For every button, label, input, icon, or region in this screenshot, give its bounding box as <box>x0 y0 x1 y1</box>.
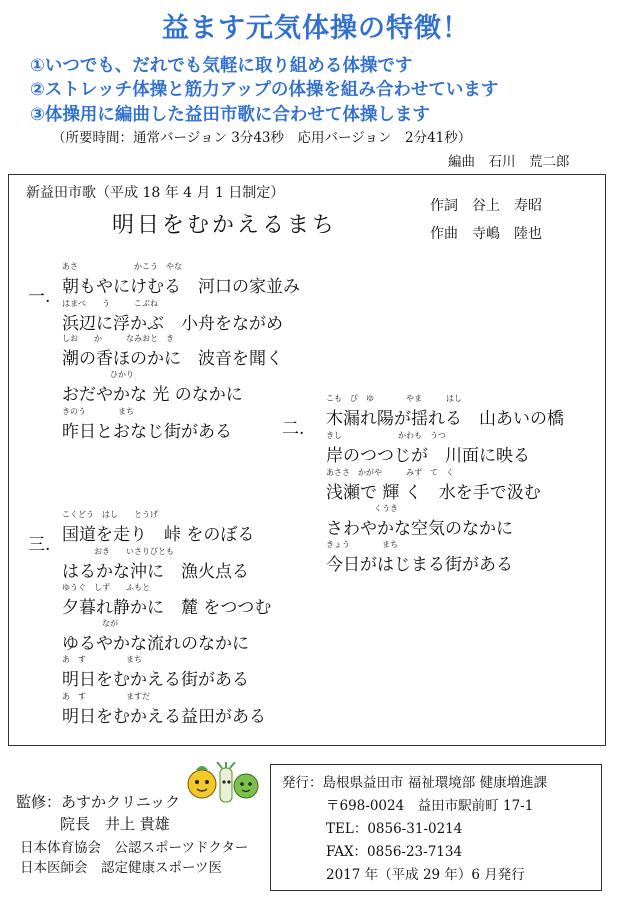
verse-1-number: 一. <box>28 287 51 307</box>
verse-3-number: 三. <box>28 535 51 555</box>
association-1: 日本体育協会 公認スポーツドクター <box>20 840 249 856</box>
director: 院長 井上 貴雄 <box>60 815 170 833</box>
fax-number: FAX：0856-23-7134 <box>326 844 463 860</box>
verse-1-line: はまべ う こぶね 浜辺に浮かぶ 小舟をながめ <box>62 299 283 334</box>
verse-2-line: あささ かがや みず て く 浅瀬で 輝 く 水を手で汲む <box>326 468 541 503</box>
verse-2-line: くうき さわやかな空気のなかに <box>326 504 513 539</box>
verse-1-line: ひかり おだやかな 光 のなかに <box>62 370 243 405</box>
verse-2-line: きし かわも うつ 岸のつつじが 川面に映る <box>326 431 530 466</box>
verse-1-line: きのう まち 昨日とおなじ街がある <box>62 407 232 442</box>
verse-2-line: こも び ゆ やま はし 木漏れ陽が揺れる 山あいの橋 <box>326 394 564 429</box>
feature-2: ②ストレッチ体操と筋力アップの体操を組み合わせています <box>30 80 499 100</box>
publisher: 発行：島根県益田市 福祉環境部 健康増進課 <box>282 775 548 791</box>
composer-credit: 作曲 寺嶋 陸也 <box>430 226 542 242</box>
supervisor: 監修：あすかクリニック <box>16 793 181 811</box>
verse-1-line: あさ かこう やな 朝もやにけむる 河口の家並み <box>62 262 300 297</box>
verse-3-line: あ す まち 明日をむかえる街がある <box>62 655 249 690</box>
lyricist-credit: 作詞 谷上 寿昭 <box>430 198 542 214</box>
page-title: 益ます元気体操の特徴！ <box>162 13 470 44</box>
verse-3-line: こくどう はし とうげ 国道を走り 峠 をのぼる <box>62 510 255 545</box>
verse-1-line: しお か なみおと き 潮の香ほのかに 波音を聞く <box>62 334 283 369</box>
song-subtitle: 新益田市歌（平成 18 年 4 月 1 日制定） <box>26 185 285 201</box>
verse-3-line: おき いさりびとも はるかな沖に 漁火点る <box>62 547 249 582</box>
verse-3-line: なが ゆるやかな流れのなかに <box>62 619 249 654</box>
verse-2-number: 二. <box>282 419 305 439</box>
postal-address: 〒698-0024 益田市駅前町 17-1 <box>326 798 534 814</box>
feature-1: ①いつでも、だれでも気軽に取り組める体操です <box>30 56 413 76</box>
duration-note: （所要時間：通常バージョン 3分43秒 応用バージョン 2分41秒） <box>52 130 472 146</box>
verse-2-line: きょう まち 今日がはじまる街がある <box>326 540 513 575</box>
arranger-credit: 編曲 石川 荒二郎 <box>448 154 570 170</box>
mascot-illustration <box>182 762 262 810</box>
tel-number: TEL：0856-31-0214 <box>326 821 463 837</box>
issue-date: 2017 年（平成 29 年）6 月発行 <box>326 867 525 883</box>
song-title: 明日をむかえるまち <box>112 213 338 238</box>
association-2: 日本医師会 認定健康スポーツ医 <box>20 860 222 876</box>
feature-3: ③体操用に編曲した益田市歌に合わせて体操します <box>30 105 430 125</box>
verse-3-line: あ す ますだ 明日をむかえる益田がある <box>62 692 266 727</box>
verse-3-line: ゆうぐ しず ふもと 夕暮れ静かに 麓 をつつむ <box>62 583 272 618</box>
